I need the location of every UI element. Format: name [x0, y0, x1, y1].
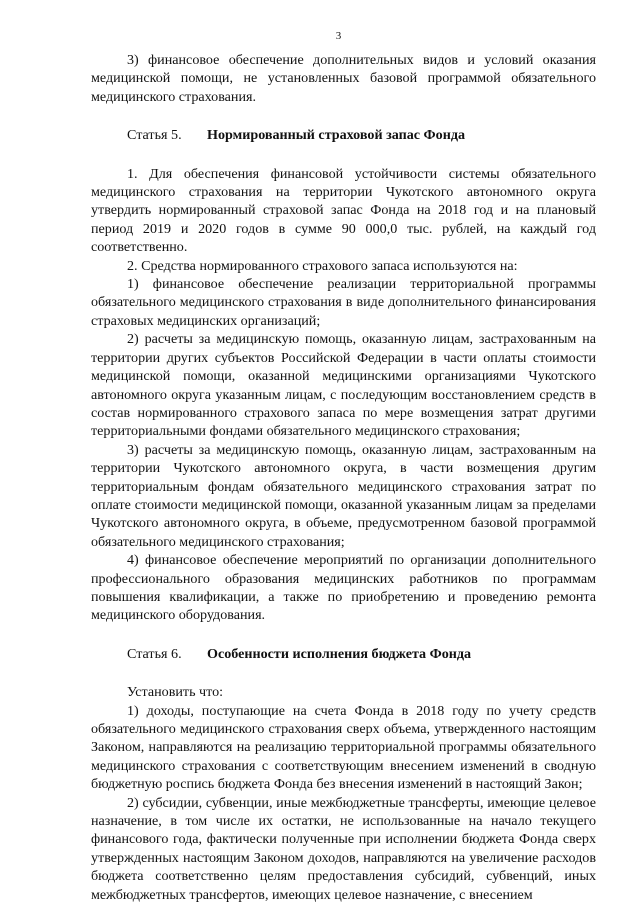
article-5-item-3: 3) расчеты за медицинскую помощь, оказанную лицам, застрахованным на территории Чукотского автономного округа, в части возмещения другим территориальным фондам обязательного медицинского страхования затрат по оплате стоимости медицинской помощи, оказанной указанным лицам за пределами Чукотского автономного округа, в объеме, предусмотренном базовой программой обязательного медицинского страхования;	[91, 441, 596, 550]
article-6-item-2: 2) субсидии, субвенции, иные межбюджетные трансферты, имеющие целевое назначение, в том числе их остатки, не использованные на начало текущего финансового года, фактически полученные при исполнении бюджета Фонда сверх утвержденных настоящим Законом доходов, направляются на увеличение расходов бюджета соответственно целям предоставления субсидий, субвенций, иных межбюджетных трансфертов, имеющих целевое назначение, с внесением	[91, 794, 596, 903]
article-5-title: Нормированный страховой запас Фонда	[207, 127, 466, 144]
article-5-heading	[91, 126, 596, 144]
article-6-label: Статья 6.	[127, 645, 182, 662]
article-6-heading	[91, 645, 596, 663]
article-5-item-4: 4) финансовое обеспечение мероприятий по организации дополнительного профессионального образования медицинских работников по программам повышения квалификации, а также по приобретению и проведению ремонта медицинского оборудования.	[91, 552, 596, 624]
spacer	[91, 145, 596, 165]
article-5-label: Статья 5.	[127, 127, 182, 144]
page-number: 3	[335, 30, 342, 42]
paragraph-intro-3: 3) финансовое обеспечение дополнительных видов и условий оказания медицинской помощи, не установленных базовой программой обязательного медицинского страхования.	[91, 52, 596, 105]
article-6-item-1: 1) доходы, поступающие на счета Фонда в 2018 году по учету средств обязательного медицинского страхования сверх объема, утвержденного настоящим Законом, направляются на реализацию территориальной программы обязательного медицинского страхования с соответствующим внесением изменений в сводную бюджетную роспись бюджета Фонда без внесения изменений в настоящий Закон;	[91, 702, 596, 793]
article-5-paragraph-2: 2. Средства нормированного страхового запаса используются на:	[127, 257, 518, 274]
document-page	[91, 30, 596, 904]
article-5-item-1: 1) финансовое обеспечение реализации территориальной программы обязательного медицинского страхования в виде дополнительного финансирования страховых медицинских организаций;	[91, 276, 596, 329]
spacer	[91, 663, 596, 683]
article-5-item-2: 2) расчеты за медицинскую помощь, оказанную лицам, застрахованным на территории других субъектов Российской Федерации в части оплаты стоимости медицинской помощи, оказанной медицинскими организациями Чукотского автономного округа указанным лицам, с последующим восстановлением средств в состав нормированного страхового запаса по мере возмещения затрат другими территориальными фондами обязательного медицинского страхования;	[91, 331, 596, 440]
article-6-title: Особенности исполнения бюджета Фонда	[207, 645, 472, 662]
spacer	[91, 625, 596, 645]
article-5-paragraph-1: 1. Для обеспечения финансовой устойчивости системы обязательного медицинского страхования на территории Чукотского автономного округа утвердить нормированный страховой запас Фонда на 2018 год и на плановый период 2019 и 2020 годов в сумме 90 000,0 тыс. рублей, на каждый год соответственно.	[91, 165, 596, 256]
article-6-intro: Установить что:	[127, 684, 224, 701]
spacer	[91, 106, 596, 126]
